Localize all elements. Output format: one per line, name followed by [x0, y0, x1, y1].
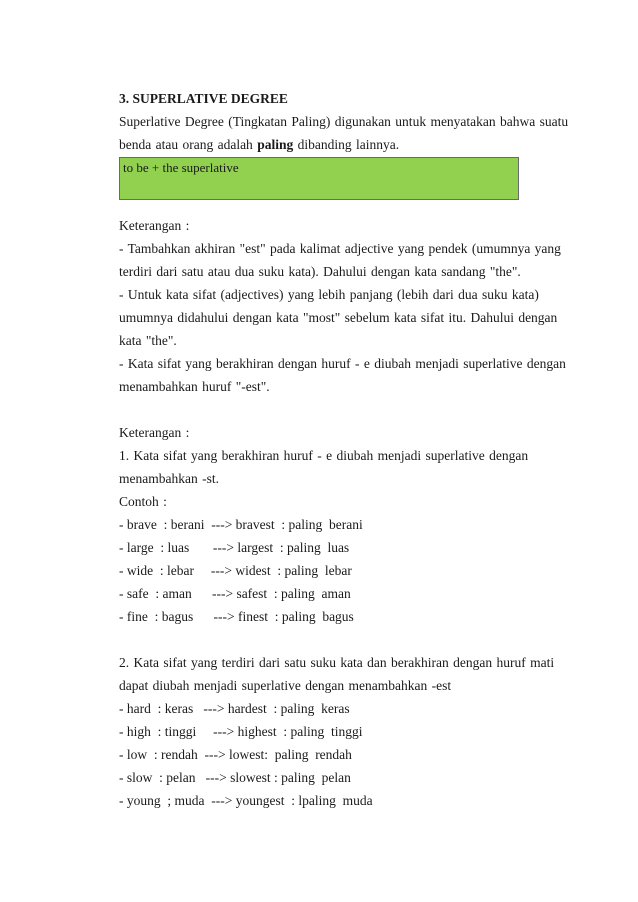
notes1-line: - Untuk kata sifat (adjectives) yang lebih panjang (lebih dari dua suku kata) — [119, 287, 539, 302]
spacer — [119, 200, 559, 214]
intro-line-2-start: benda atau orang adalah — [119, 137, 258, 152]
contoh-label: Contoh : — [119, 494, 167, 509]
notes1-line: umumnya didahului dengan kata "most" sebelum kata sifat itu. Dahului dengan — [119, 310, 558, 325]
example-item: - fine : bagus ---> finest : paling bagus — [119, 609, 354, 624]
rule2-line: 2. Kata sifat yang terdiri dari satu suku kata dan berakhiran dengan huruf mati — [119, 655, 555, 670]
example-item: - low : rendah ---> lowest: paling rendah — [119, 747, 352, 762]
rule1-line: 1. Kata sifat yang berakhiran huruf - e diubah menjadi superlative dengan — [119, 448, 529, 463]
formula-text: to be + the superlative — [123, 160, 239, 175]
example-item: - high : tinggi ---> highest : paling tinggi — [119, 724, 363, 739]
example-item: - slow : pelan ---> slowest : paling pelan — [119, 770, 351, 785]
rule2-line: dapat diubah menjadi superlative dengan menambahkan -est — [119, 678, 452, 693]
notes1-line: terdiri dari satu atau dua suku kata). Dahului dengan kata sandang "the". — [119, 264, 521, 279]
spacer — [119, 398, 559, 421]
notes1-line: menambahkan huruf "-est". — [119, 379, 270, 394]
notes1-line: - Kata sifat yang berakhiran dengan huruf - e diubah menjadi superlative dengan — [119, 356, 566, 371]
formula-box — [119, 157, 519, 200]
example-item: - large : luas ---> largest : paling luas — [119, 540, 350, 555]
intro-line-2-end: dibanding lainnya. — [293, 137, 400, 152]
intro-line-2 — [119, 133, 559, 156]
section-heading: 3. SUPERLATIVE DEGREE — [119, 91, 288, 106]
notes1-line: - Tambahkan akhiran "est" pada kalimat adjective yang pendek (umumnya yang — [119, 241, 561, 256]
notes2-heading: Keterangan : — [119, 425, 190, 440]
example-item: - hard : keras ---> hardest : paling keras — [119, 701, 350, 716]
example-item: - brave : berani ---> bravest : paling berani — [119, 517, 363, 532]
spacer — [119, 628, 559, 651]
intro-bold-word: paling — [257, 137, 294, 152]
notes1-heading: Keterangan : — [119, 218, 190, 233]
document-page — [119, 88, 569, 812]
intro-line-1: Superlative Degree (Tingkatan Paling) digunakan untuk menyatakan bahwa suatu — [119, 114, 569, 129]
example-item: - wide : lebar ---> widest : paling lebar — [119, 563, 352, 578]
notes1-line: kata "the". — [119, 333, 177, 348]
example-item: - young ; muda ---> youngest : lpaling muda — [119, 793, 373, 808]
example-item: - safe : aman ---> safest : paling aman — [119, 586, 351, 601]
rule1-line: menambahkan -st. — [119, 471, 219, 486]
